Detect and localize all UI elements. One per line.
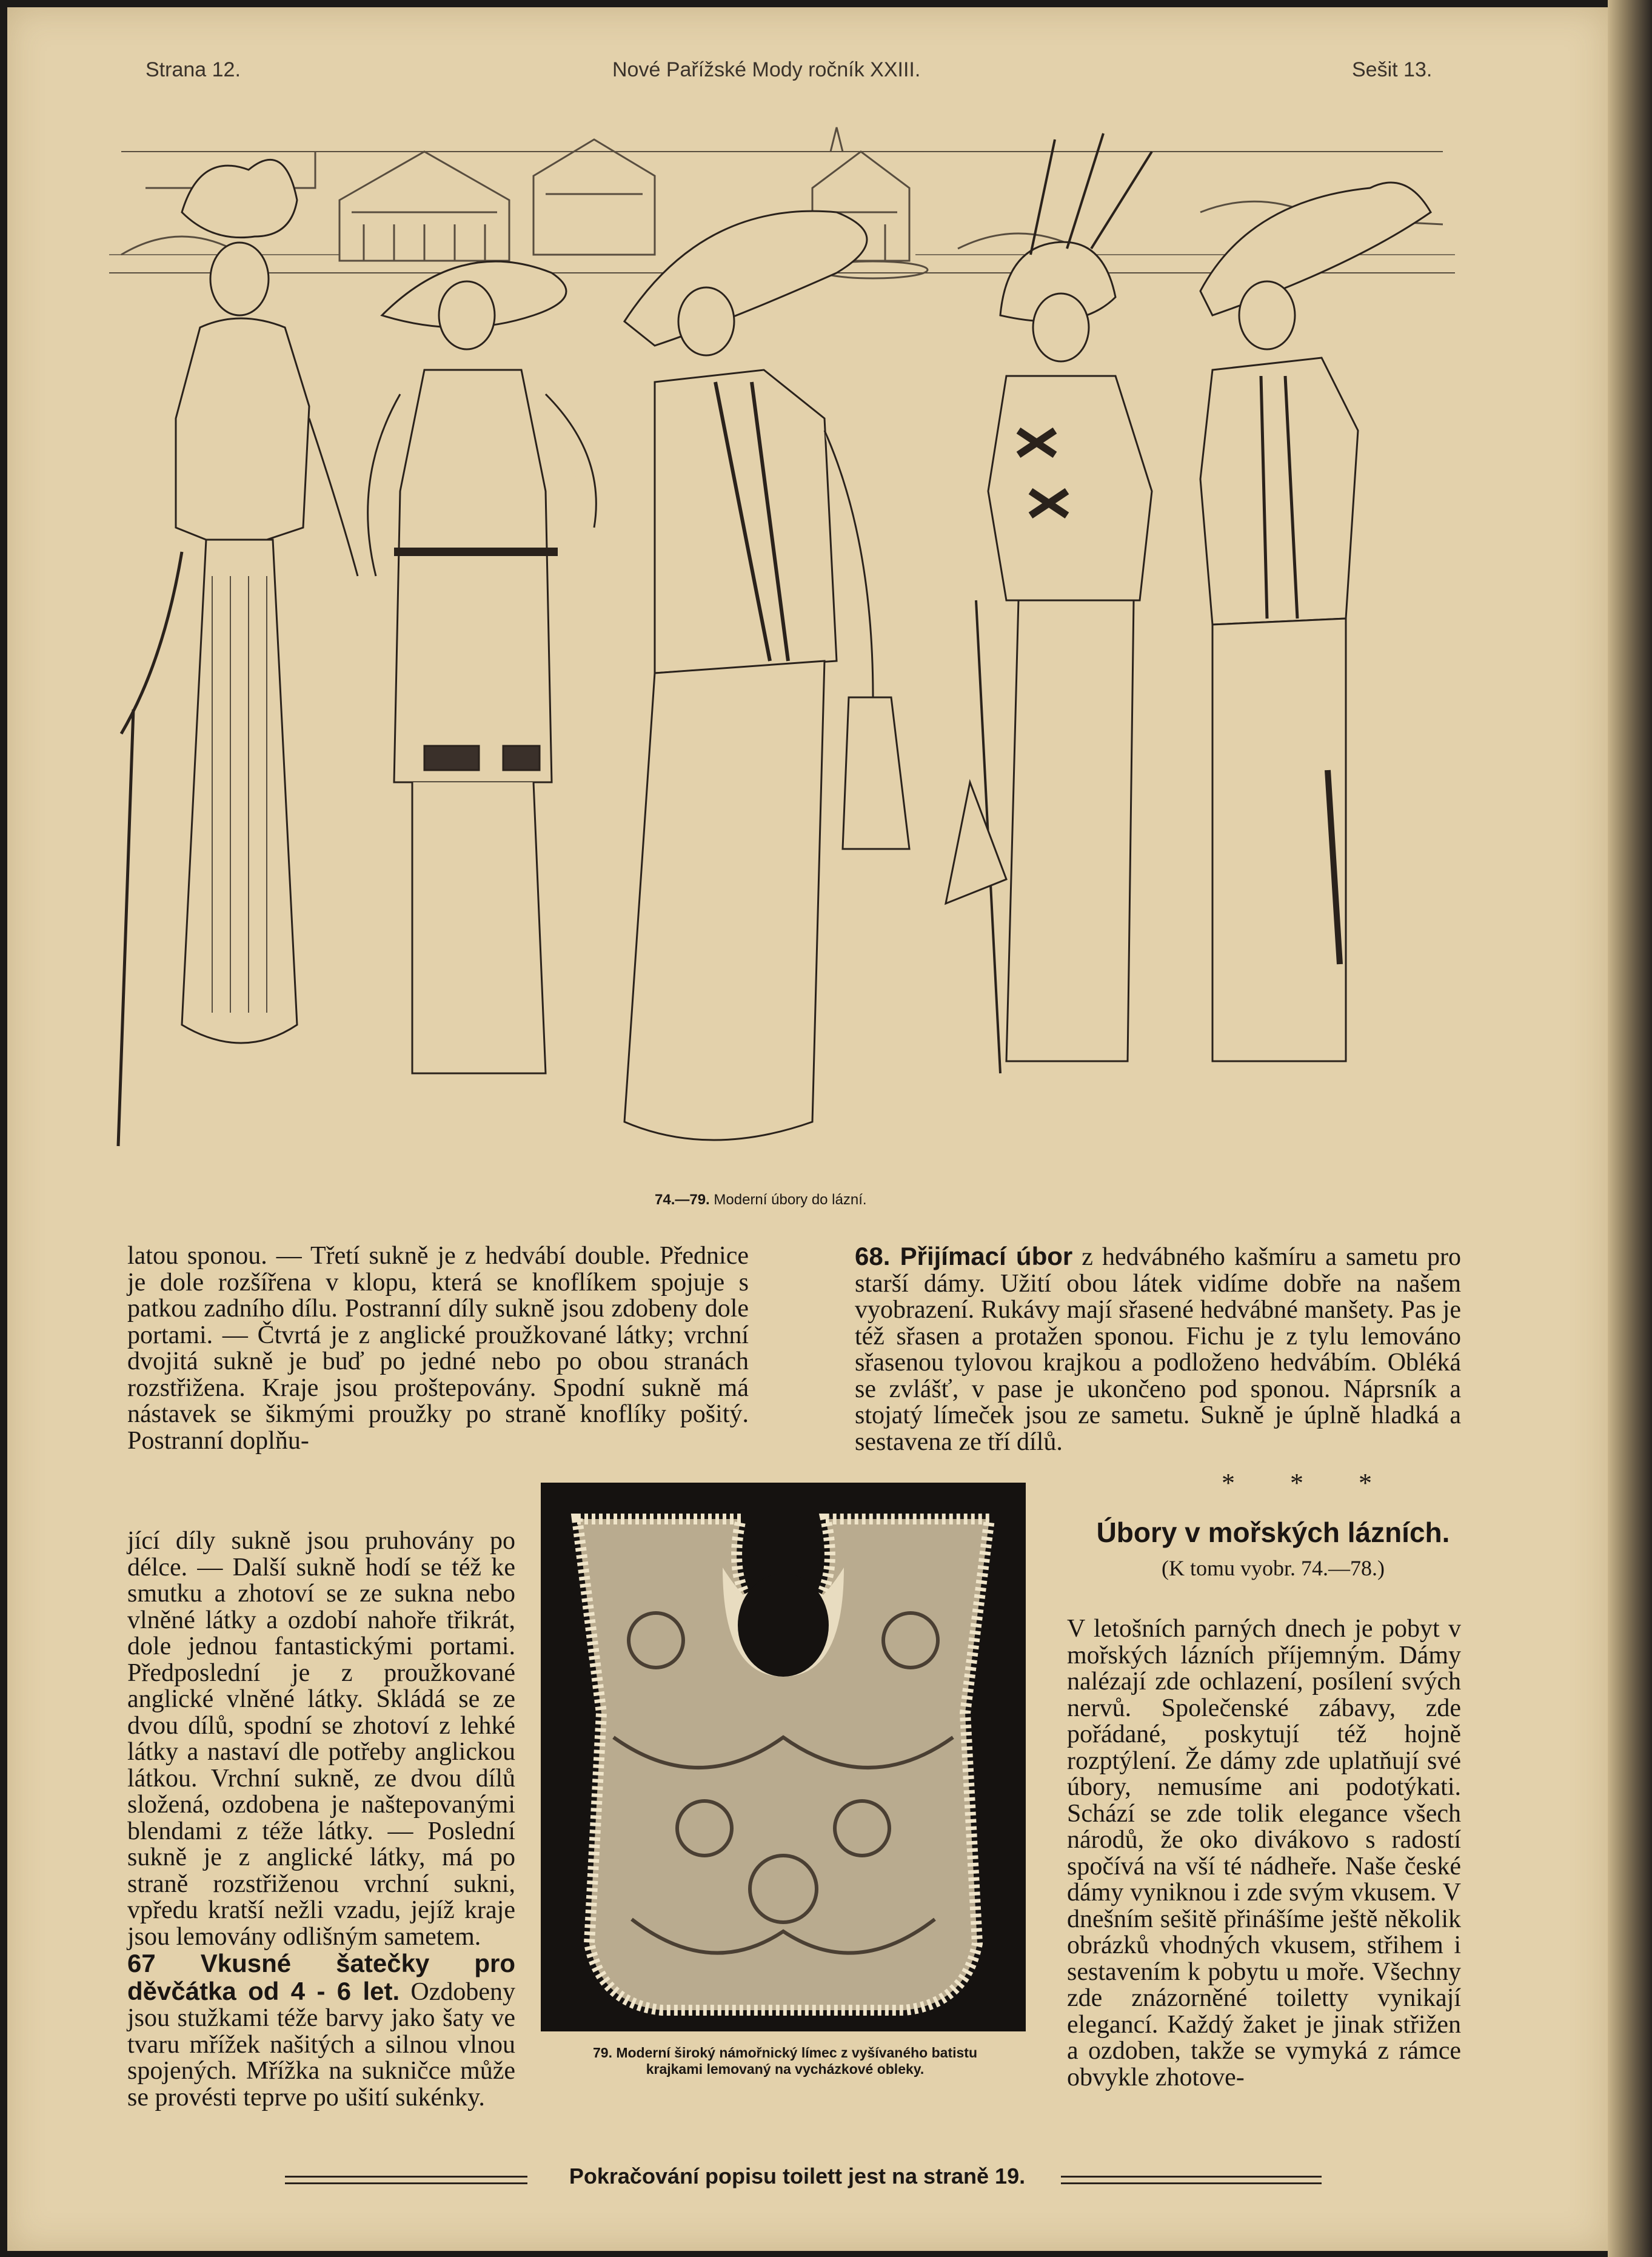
main-figure-caption	[655, 1192, 867, 1209]
running-title: Nové Pařížské Mody ročník XXIII.	[612, 58, 921, 81]
figure-75	[368, 261, 597, 1073]
sailor-collar-photo	[541, 1483, 1026, 2031]
footer-note: Pokračování popisu toilett jest na straně 19.	[569, 2164, 1026, 2188]
column-1-wide-text	[127, 1243, 749, 1454]
footer-rule-right	[1061, 2176, 1322, 2184]
column-2-text	[855, 1243, 1461, 1455]
caption-number: 74.—79.	[655, 1192, 710, 1208]
caption-text: Moderní úbory do lázní.	[714, 1192, 867, 1208]
item-68-heading: 68. Přijímací úbor	[855, 1242, 1073, 1270]
item-67-text: Ozdobeny jsou stužkami téže barvy jako šaty ve tvaru mřížek našitých a silnou vlnou spojených. Mřížka na sukničce může se provésti teprve po ušití sukénky.	[127, 1977, 515, 2111]
item-68-text: z hedvábného kašmíru a sametu pro starší dámy. Užití obou látek vidíme dobře na našem vyobrazení. Rukávy mají sřasené hedvábné manšety. Pas je též sřasen a protažen sponou. Fichu je z tylu lemováno sřasenou tylovou krajkou a podloženo hedvábím. Obléká se zvlášť, v pase je ukončeno pod sponou. Náprsník a stojatý límeček jsou ze sametu. Sukně je úplně hladká a sestavena ze tří dílů.	[855, 1243, 1461, 1456]
figure-77	[946, 133, 1152, 1073]
item-67-paragraph	[127, 1950, 515, 2111]
section-divider-stars: * * *	[1222, 1468, 1396, 1498]
figure-76	[624, 211, 909, 1140]
collar-caption	[533, 2045, 1037, 2078]
section-title: Úbory v mořských lázních.	[1096, 1517, 1450, 1548]
col1-narrow-paragraph: jící díly sukně jsou pruhovány po délce. — Další sukně hodí se též ke smutku a zhotoví se ze sukna nebo vlněné látky a ozdobí nahoře třikrát, dole jednou fantastickými portami. Předposlední je z proužkované anglické vlněné látky. Skládá se ze dvou dílů, spodní se zhotoví z lehké látky a nastaví dle potřeby anglickou látkou. Vrchní sukně, ze dvou dílů složená, ozdobena je naštepovanými blendami z téže látky. — Poslední sukně je z anglické látky, má po straně rozstřiženou vrchní sukni, vpředu kratší nežli vzadu, jejíž kraje jsou lemovány odlišným sametem.	[127, 1527, 515, 1951]
issue-number: Sešit 13.	[1352, 58, 1433, 81]
column-1-narrow-text	[127, 1528, 515, 2111]
figure-78	[1200, 183, 1431, 1061]
page-edge-shadow	[1608, 0, 1652, 2257]
item-67-heading: 67 Vkusné šatečky pro děvčátka od 4 - 6 let.	[127, 1949, 515, 2005]
page-number: Strana 12.	[145, 58, 241, 81]
fashion-illustration	[109, 115, 1455, 1195]
section-paragraph: V letošních parných dnech je pobyt v mořských lázních příjemným. Dámy nalézají zde ochlazení, posílení svých nervů. Společenské zábavy, zde pořádané, poskytují též hojně rozptýlení. Že dámy zde uplatňují své úbory, nemusíme ani podotýkati. Schází se zde tolik elegance všech národů, že oko divákovo s radostí spočívá na vší té nádheře. Naše české dámy vyniknou i zde svým vkusem. V dnešním sešitě přinášíme ještě několik obrázků vhodných vkusem, střihem i sestavením k pobytu u moře. Všechny zde znázorněné toiletty vynikají elegancí. Každý žaket je jinak střižen a ozdoben, takže se vymyká z rámce obvykle zhotove-	[1067, 1615, 1461, 2091]
collar-caption-line-1: 79. Moderní široký námořnický límec z vyšívaného batistu	[592, 2045, 977, 2061]
section-subtitle: (K tomu vyobr. 74.—78.)	[1162, 1556, 1385, 1580]
collar-caption-line-2: krajkami lemovaný na vycházkové obleky.	[646, 2061, 925, 2077]
section-body-text	[1067, 1616, 1461, 2091]
figure-74	[118, 159, 358, 1146]
col1-wide-paragraph: latou sponou. — Třetí sukně je z hedvábí double. Přednice je dole rozšířena v klopu, která se knoflíkem spojuje s patkou zadního dílu. Postranní díly sukně jsou zdobeny dole portami. — Čtvrtá je z anglické proužkované látky; vrchní dvojitá sukně je buď po jedné nebo po obou stranách rozstřižena. Kraje jsou proštepovány. Spodní sukně má nástavek se šikmými proužky po straně knoflíky pošitý. Postranní doplňu-	[127, 1242, 749, 1455]
footer-rule-left	[285, 2176, 527, 2184]
item-68-paragraph	[855, 1243, 1461, 1455]
